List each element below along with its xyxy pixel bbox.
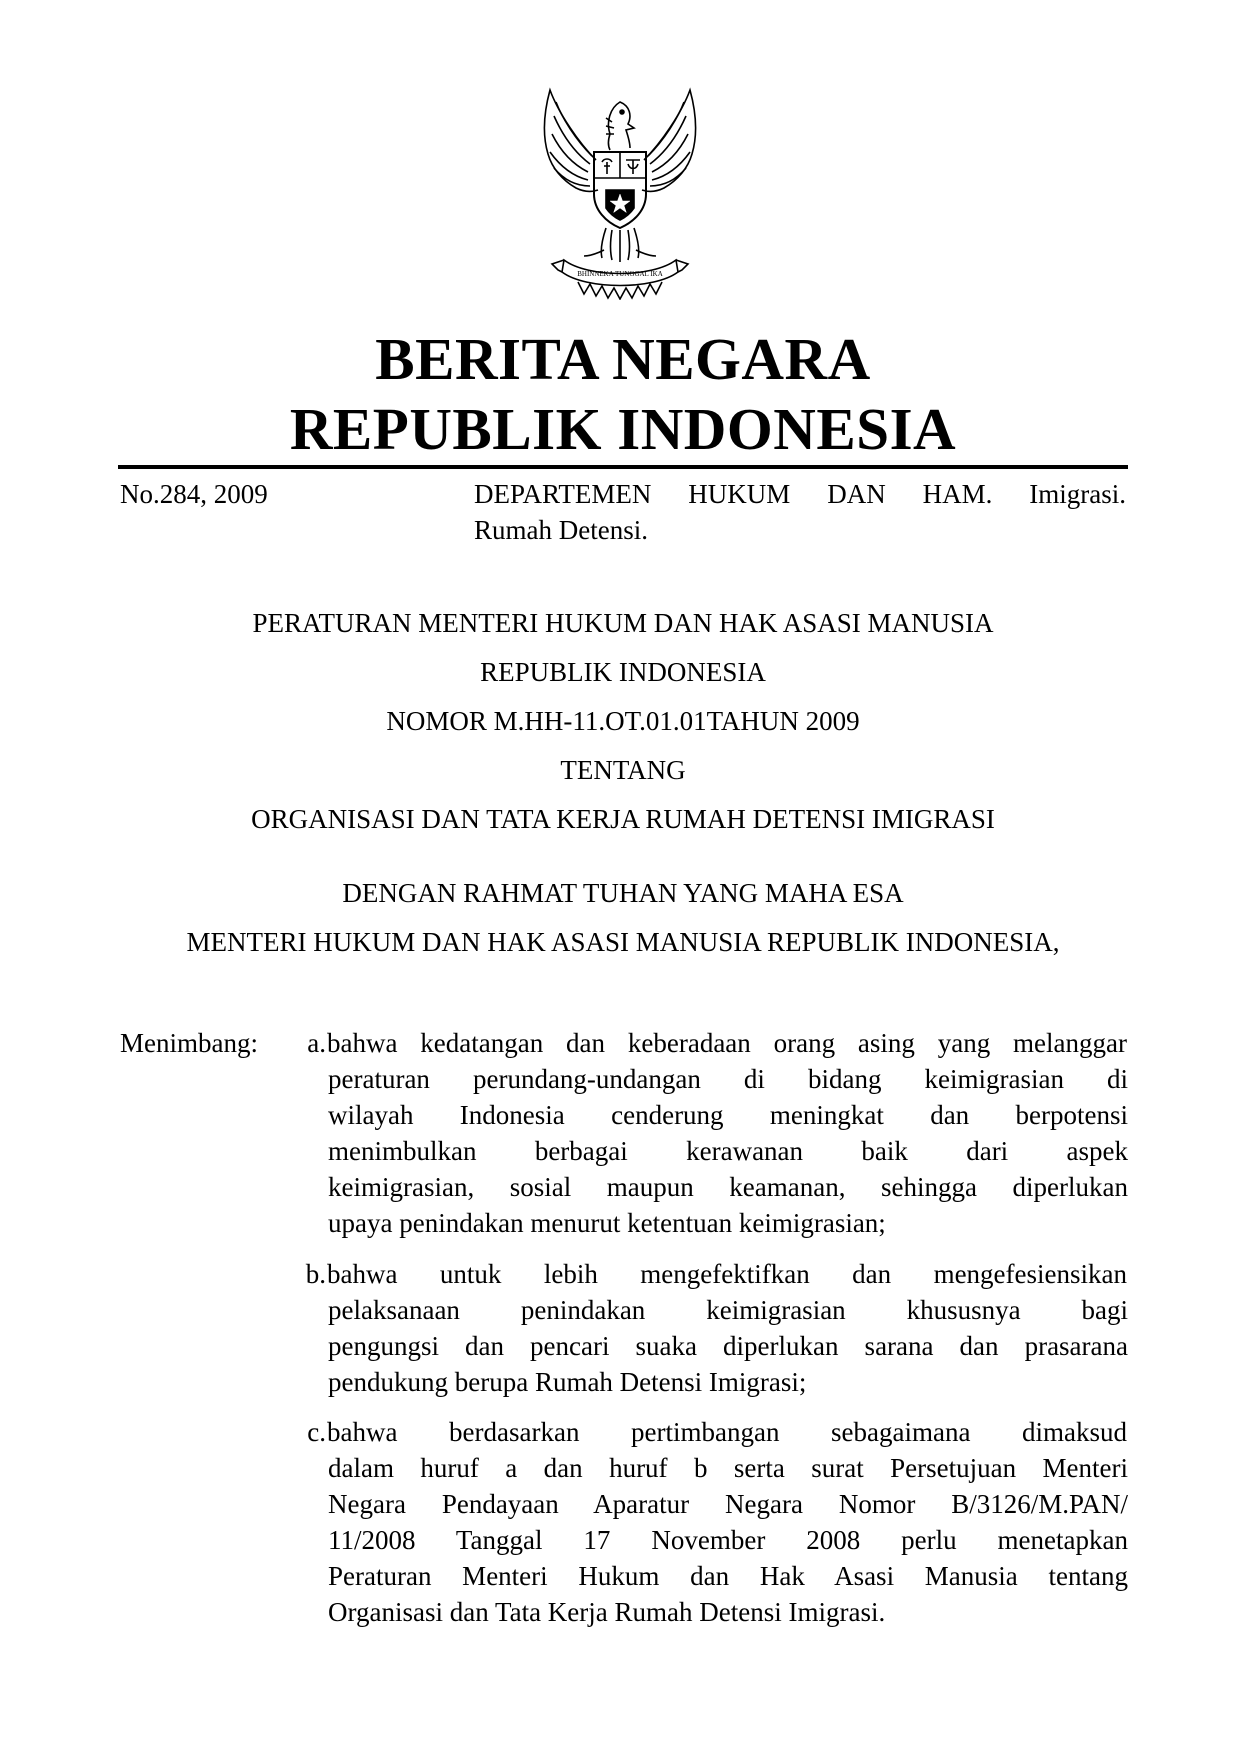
regulation-number: NOMOR M.HH-11.OT.01.01TAHUN 2009	[386, 706, 860, 736]
regulation-country: REPUBLIK INDONESIA	[480, 657, 766, 687]
item-line: pendukung berupa Rumah Detensi Imigrasi;	[328, 1367, 807, 1397]
menimbang-label: Menimbang:	[120, 1028, 258, 1058]
item-line: Peraturan Menteri Hukum dan Hak Asasi Manusia tentang	[328, 1561, 1128, 1591]
masthead-subtitle: REPUBLIK INDONESIA	[289, 396, 957, 462]
regulation-subject: ORGANISASI DAN TATA KERJA RUMAH DETENSI IMIGRASI	[251, 804, 995, 834]
regulation-about-label: TENTANG	[560, 755, 686, 785]
item-line: pengungsi dan pencari suaka diperlukan sarana dan prasarana	[328, 1331, 1128, 1361]
item-line: 11/2008 Tanggal 17 November 2008 perlu menetapkan	[328, 1525, 1128, 1555]
regulation-title: PERATURAN MENTERI HUKUM DAN HAK ASASI MANUSIA	[252, 608, 994, 638]
item-line: bahwa kedatangan dan keberadaan orang asing yang melanggar	[327, 1028, 1127, 1058]
item-line: menimbulkan berbagai kerawanan baik dari aspek	[328, 1136, 1128, 1166]
svg-text:BHINNEKA TUNGGAL IKA: BHINNEKA TUNGGAL IKA	[577, 270, 663, 278]
item-letter: b.	[305, 1259, 326, 1289]
item-line: keimigrasian, sosial maupun keamanan, sehingga diperlukan	[328, 1172, 1128, 1202]
item-line: bahwa untuk lebih mengefektifkan dan mengefesiensikan	[327, 1259, 1127, 1289]
garuda-pancasila-emblem	[518, 82, 722, 300]
item-line: dalam huruf a dan huruf b serta surat Persetujuan Menteri	[328, 1453, 1128, 1483]
item-letter: a.	[307, 1028, 326, 1058]
preamble-minister: MENTERI HUKUM DAN HAK ASASI MANUSIA REPUBLIK INDONESIA,	[186, 927, 1060, 957]
department-subject-continued: Rumah Detensi.	[474, 515, 648, 545]
preamble-invocation: DENGAN RAHMAT TUHAN YANG MAHA ESA	[342, 878, 904, 908]
item-line: pelaksanaan penindakan keimigrasian khususnya bagi	[328, 1295, 1128, 1325]
item-line: Organisasi dan Tata Kerja Rumah Detensi Imigrasi.	[328, 1597, 886, 1627]
item-line: upaya penindakan menurut ketentuan keimigrasian;	[328, 1208, 886, 1238]
masthead-rule	[118, 465, 1128, 469]
item-line: peraturan perundang-undangan di bidang keimigrasian di	[328, 1064, 1128, 1094]
item-letter: c.	[307, 1417, 326, 1447]
department-subject: DEPARTEMEN HUKUM DAN HAM. Imigrasi.	[474, 479, 1126, 509]
item-line: Negara Pendayaan Aparatur Negara Nomor B/3126/M.PAN/	[328, 1489, 1128, 1519]
document-number: No.284, 2009	[120, 479, 268, 509]
masthead-title: BERITA NEGARA	[375, 326, 871, 392]
item-line: wilayah Indonesia cenderung meningkat dan berpotensi	[328, 1100, 1128, 1130]
item-line: bahwa berdasarkan pertimbangan sebagaimana dimaksud	[327, 1417, 1127, 1447]
